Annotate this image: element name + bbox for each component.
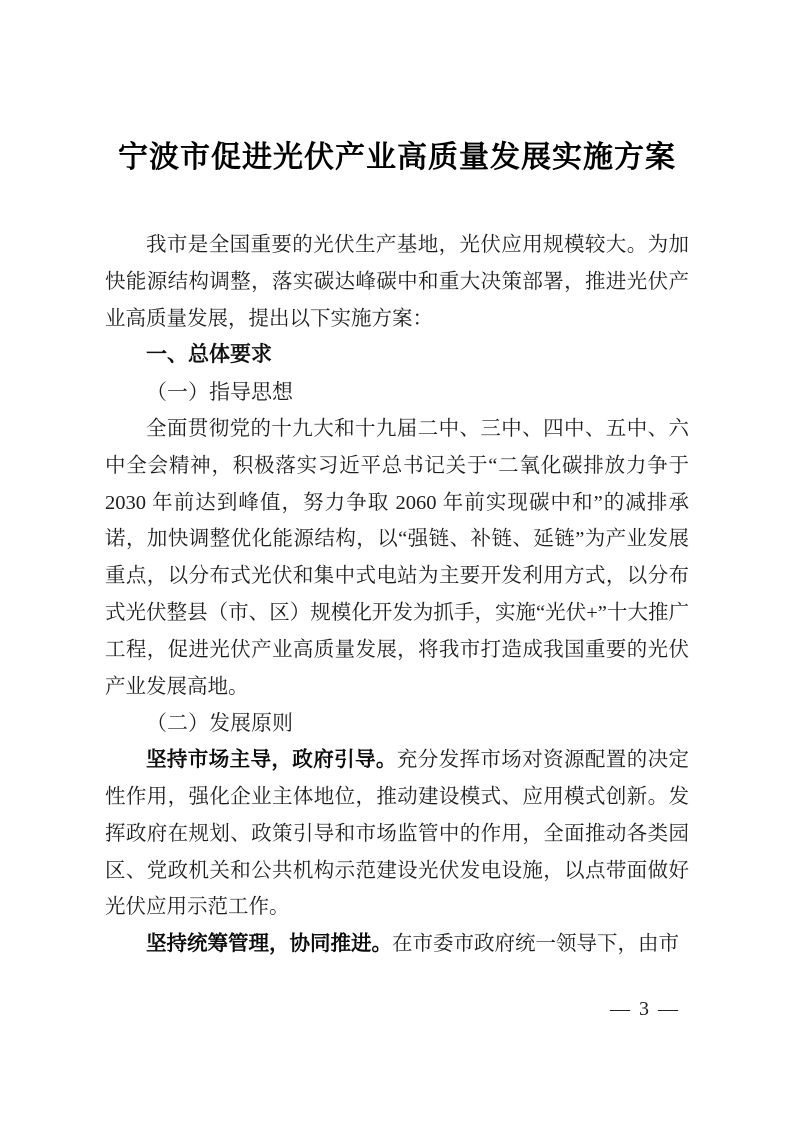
guiding-ideology-paragraph: 全面贯彻党的十九大和十九届二中、三中、四中、五中、六中全会精神，积极落实习近平总书记关于“二氧化碳排放力争于 2030 年前达到峰值，努力争取 2060 年前实现碳中和”的减排承诺，加快调整优化能源结构，以“强链、补链、延链”为产业发展重点，以分布式光伏和集中式电站为主要开发利用方式，以分布式光伏整县（市、区）规模化开发为抓手，实施“光伏+”十大推广工程，促进光伏产业高质量发展，将我市打造成我国重要的光伏产业发展高地。	[105, 417, 689, 698]
principle-coordinated-body: 在市委市政府统一领导下，由市	[392, 933, 679, 956]
principle-coordinated-lead: 坚持统筹管理，协同推进。	[146, 933, 392, 956]
intro-paragraph: 我市是全国重要的光伏生产基地，光伏应用规模较大。为加快能源结构调整，落实碳达峰碳中和重大决策部署，推进光伏产业高质量发展，提出以下实施方案：	[105, 234, 689, 330]
subsection-heading-development-principles: （二）发展原则	[146, 711, 293, 736]
document-content	[105, 0, 689, 963]
principle-market-led-paragraph	[105, 742, 689, 926]
principle-market-led-lead: 坚持市场主导，政府引导。	[146, 749, 397, 772]
subsection-heading-guiding-ideology: （一）指导思想	[146, 380, 293, 405]
section-heading-overall-requirements: 一、总体要求	[146, 343, 272, 367]
principle-coordinated-paragraph	[105, 926, 689, 963]
principle-market-led-body: 充分发挥市场对资源配置的决定性作用，强化企业主体地位，推动建设模式、应用模式创新。发挥政府在规划、政策引导和市场监管中的作用，全面推动各类园区、党政机关和公共机构示范建设光伏发电设施，以点带面做好光伏应用示范工作。	[105, 749, 690, 919]
page-number: — 3 —	[610, 998, 680, 1020]
document-title: 宁波市促进光伏产业高质量发展实施方案	[118, 141, 676, 174]
